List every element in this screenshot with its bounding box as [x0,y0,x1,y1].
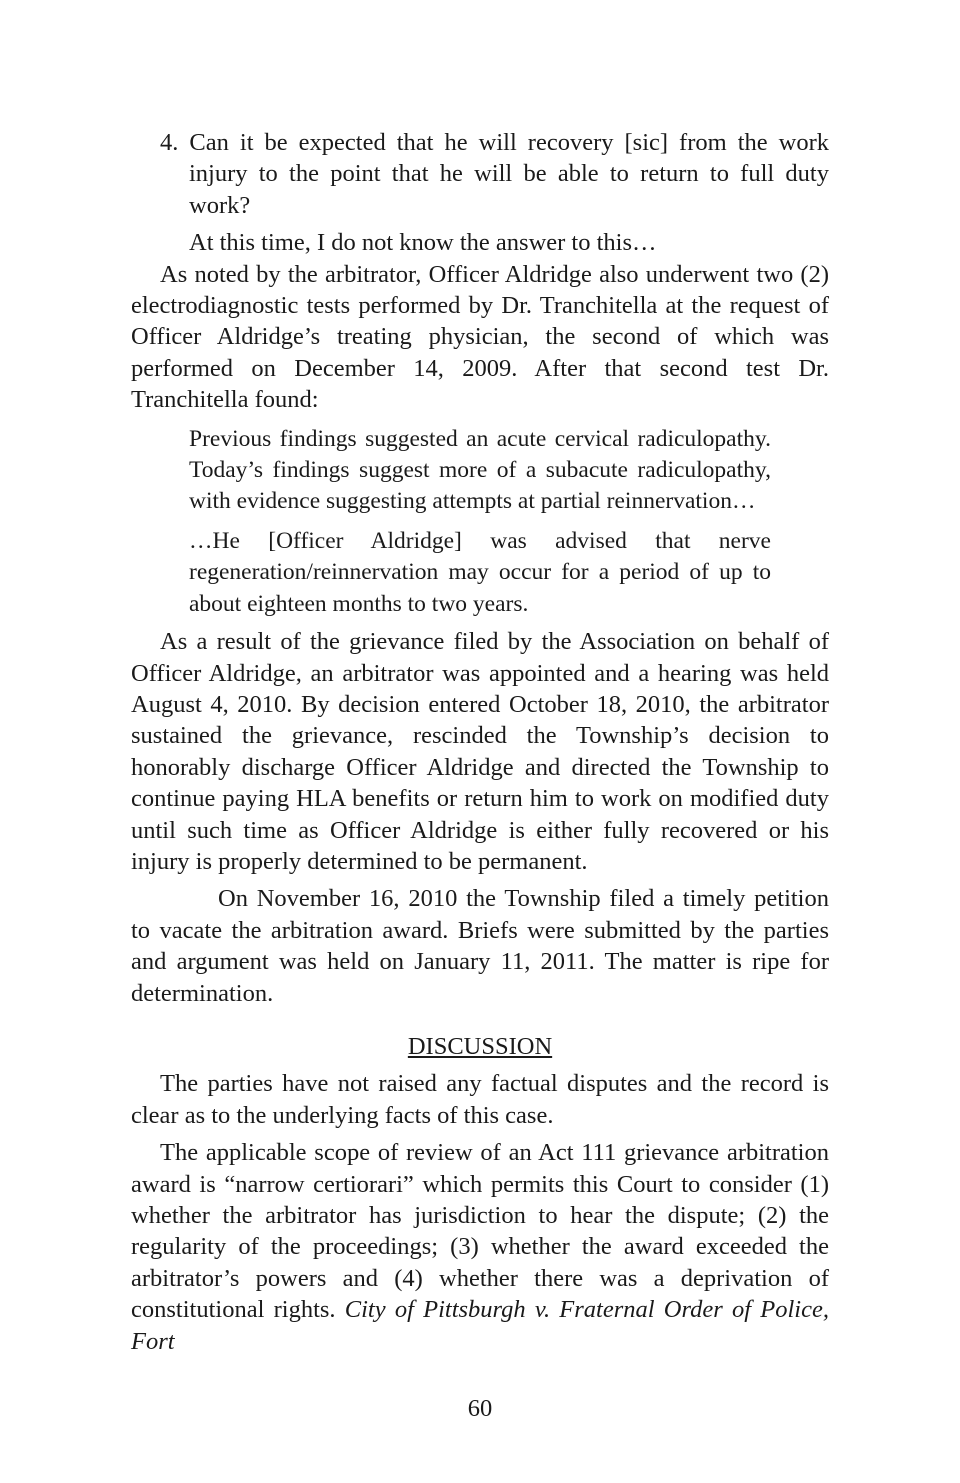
list-item-4 [131,127,829,221]
block-quote-advice: …He [Officer Aldridge] was advised that nerve regeneration/reinnervation may occur for a period of up to about eighteen months to two years. [189,527,771,617]
list-number: 4. [160,129,179,156]
document-page [131,127,829,1357]
scope-text: The applicable scope of review of an Act 111 grievance arbitration award is “narrow certiorari” which permits this Court to consider (1) whether the arbitrator has jurisdiction to hear the dispute; (2) the regularity of the proceedings; (3) whether the award exceeded the arbitrator’s powers and (4) whether there was a deprivation of constitutional rights. [131,1139,829,1324]
paragraph-petition: On November 16, 2010 the Township filed a timely petition to vacate the arbitration award. Briefs were submitted by the parties and argument was held on January 11, 2011. The matter is ripe for determination. [131,885,829,1007]
paragraph-electrodiagnostic: As noted by the arbitrator, Officer Aldridge also underwent two (2) electrodiagnostic tests performed by Dr. Tranchitella at the request of Officer Aldridge’s treating physician, the second of which was performed on December 14, 2009. After that second test Dr. Tranchitella found: [131,260,829,414]
list-question: Can it be expected that he will recovery [sic] from the work injury to the point that he will be able to return to full duty work? [189,129,829,219]
list-answer: At this time, I do not know the answer to this… [189,229,657,257]
case-citation: City of Pittsburgh v. Fraternal Order of Police, Fort [131,1296,829,1355]
page-number: 60 [467,1395,493,1422]
paragraph-facts: The parties have not raised any factual disputes and the record is clear as to the underlying facts of this case. [131,1070,829,1129]
block-quote-findings: Previous findings suggested an acute cervical radiculopathy. Today’s findings suggest more of a subacute radiculopathy, with evidence suggesting attempts at partial reinnervation… [189,425,771,515]
paragraph-scope-of-review [131,1137,829,1357]
section-heading-discussion: DISCUSSION [407,1032,553,1060]
paragraph-grievance: As a result of the grievance filed by the Association on behalf of Officer Aldridge, an arbitrator was appointed and a hearing was held August 4, 2010. By decision entered October 18, 2010, the arbitrator sustained the grievance, rescinded the Township’s decision to honorably discharge Officer Aldridge and directed the Township to continue paying HLA benefits or return him to work on modified duty until such time as Officer Aldridge is either fully recovered or his injury is properly determined to be permanent. [131,628,829,875]
